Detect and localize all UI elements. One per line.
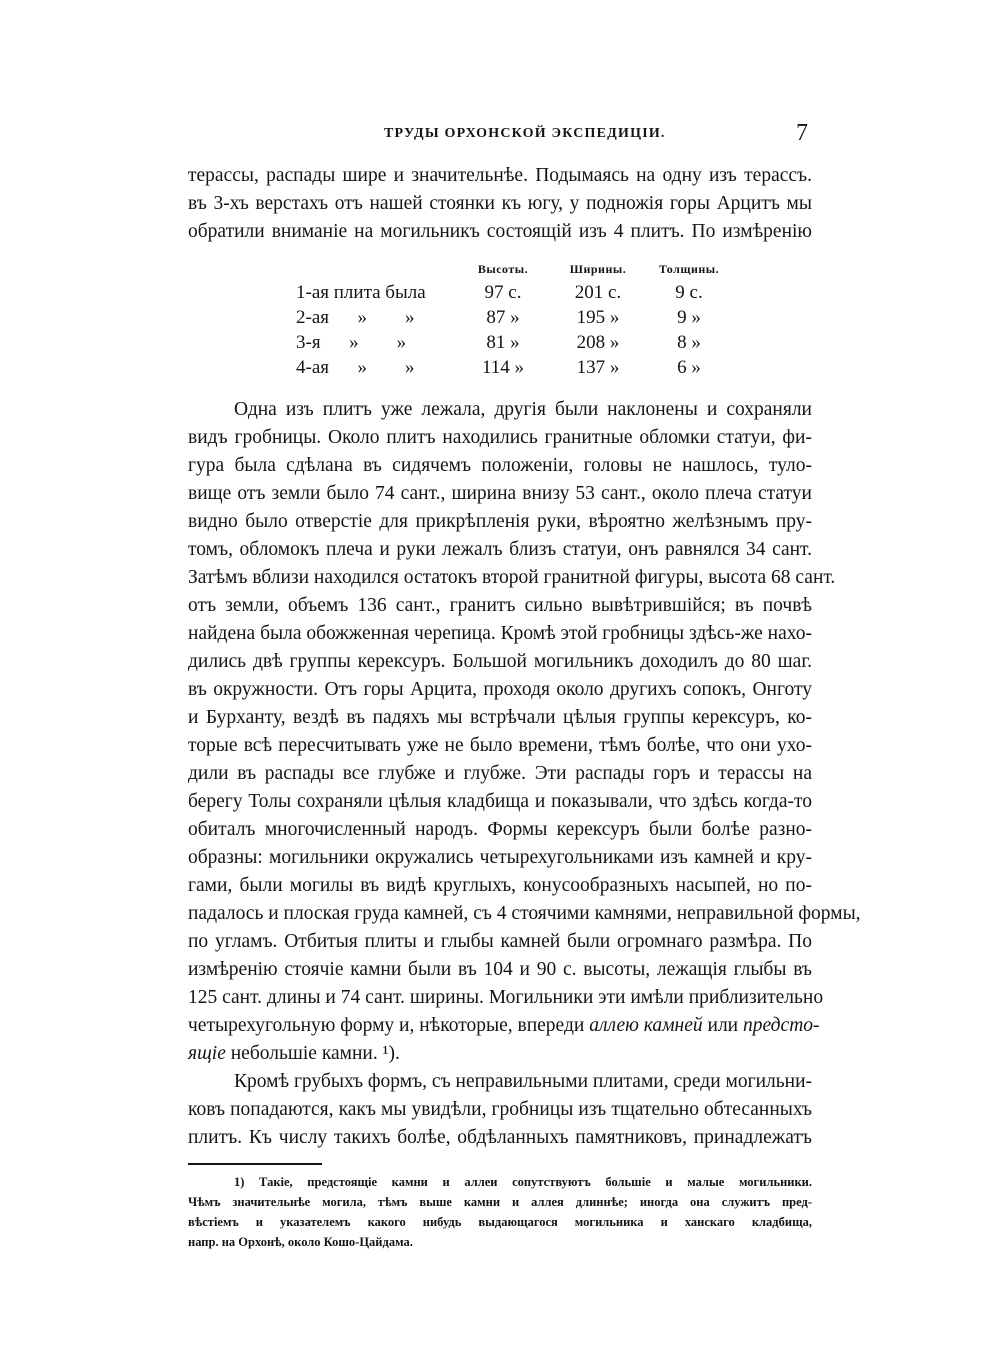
text-line: обиталъ многочисленный народъ. Формы керексуръ были болѣе разно- (188, 819, 812, 840)
table-row (296, 330, 732, 355)
table-cell: 2-ая » » (296, 306, 415, 328)
running-title: ТРУДЫ ОРХОНСКОЙ ЭКСПЕДИЦІИ. (384, 126, 666, 141)
table-cell: 208 » (576, 331, 620, 353)
text-line: ковъ попадаются, какъ мы увидѣли, гробницы изъ тщательно обтесанныхъ (188, 1099, 812, 1120)
table-cell: 1-ая плита была (296, 281, 426, 303)
footnote-line: напр. на Орхонѣ, около Кошо-Цайдама. (188, 1235, 413, 1249)
table-cell: 97 с. (484, 281, 522, 303)
text-segment: четырехугольную форму и, нѣкоторые, впереди (188, 1015, 585, 1036)
table-row (296, 305, 732, 330)
text-line: гами, были могилы въ видѣ круглыхъ, конусообразныхъ насыпей, но по- (188, 875, 812, 896)
text-line: Кромѣ грубыхъ формъ, съ неправильными плитами, среди могильни- (234, 1071, 813, 1092)
text-segment: небольшіе камни. ¹). (230, 1043, 400, 1064)
table-cell: 114 » (481, 356, 525, 378)
table-cell: 137 » (576, 356, 620, 378)
text-line: Одна изъ плитъ уже лежала, другія были наклонены и сохраняли (234, 399, 812, 420)
text-line: найдена была обожженная черепица. Кромѣ этой гробницы здѣсь-же нахо- (188, 623, 812, 644)
table-cell: 3-я » » (296, 331, 407, 353)
table-header: Высоты. (477, 261, 529, 276)
footnote-line: Чѣмъ значительнѣе могила, тѣмъ выше камни и аллея длиннѣе; иногда она служитъ пред- (188, 1195, 812, 1209)
table-cell: 81 » (486, 331, 520, 353)
table-row (296, 280, 732, 305)
text-line: Затѣмъ вблизи находился остатокъ второй гранитной фигуры, высота 68 сант. (188, 567, 836, 588)
table-cell: 87 » (486, 306, 520, 328)
text-line: дили въ распады все глубже и глубже. Эти распады горъ и терассы на (188, 763, 812, 784)
text-line: и Бурханту, вездѣ въ падяхъ мы встрѣчали цѣлыя группы керексуръ, ко- (188, 707, 812, 728)
text-line: гура была сдѣлана въ сидячемъ положеніи, головы не нашлось, туло- (188, 455, 812, 476)
italic-phrase: предсто- (743, 1015, 820, 1036)
text-line-with-italics (188, 1041, 812, 1067)
text-line: обратили вниманіе на могильникъ состоящій изъ 4 плитъ. По измѣренію (188, 221, 812, 242)
text-line: терассы, распады шире и значительнѣе. Подымаясь на одну изъ терассъ. (188, 165, 812, 186)
text-line: по угламъ. Отбитыя плиты и глыбы камней были огромнаго размѣра. По (188, 931, 812, 952)
text-segment: или (707, 1015, 739, 1036)
text-line: падалось и плоская груда камней, съ 4 стоячими камнями, неправильной формы, (188, 903, 861, 924)
text-line: образны: могильники окружались четырехугольниками изъ камней и кру- (188, 847, 812, 868)
text-line: видъ гробницы. Около плитъ находились гранитные обломки статуи, фи- (188, 427, 812, 448)
measurement-table (296, 258, 732, 380)
running-head (0, 122, 1000, 152)
text-line: вище отъ земли было 74 сант., ширина внизу 53 сант., около плеча статуи (188, 483, 812, 504)
text-line: измѣренію стоячіе камни были въ 104 и 90 с. высоты, лежащія глыбы въ (188, 959, 812, 980)
table-cell: 6 » (677, 356, 701, 378)
text-line: томъ, обломокъ плеча и руки лежалъ близъ статуи, онъ равнялся 34 сант. (188, 539, 812, 560)
table-cell: 195 » (576, 306, 620, 328)
table-cell: 9 » (677, 306, 701, 328)
table-cell: 9 с. (675, 281, 703, 303)
table-cell: 201 с. (574, 281, 622, 303)
italic-phrase: ящіе (188, 1043, 226, 1064)
table-header (296, 258, 456, 280)
table-cell: 8 » (677, 331, 701, 353)
table-header: Ширины. (569, 261, 627, 276)
footnote-line: вѣстіемъ и указателемъ какого нибудь выдающагося могильника и ханскаго кладбища, (188, 1215, 812, 1229)
table-row (296, 355, 732, 380)
footnote-line: 1) Такіе, предстоящіе камни и аллеи сопутствуютъ большіе и малые могильники. (234, 1175, 812, 1189)
text-line: дились двѣ группы керексуръ. Большой могильникъ доходилъ до 80 шаг. (188, 651, 812, 672)
text-line: видно было отверстіе для прикрѣпленія руки, вѣроятно желѣзнымъ пру- (188, 511, 812, 532)
text-line: отъ земли, объемъ 136 сант., гранитъ сильно вывѣтрившійся; въ почвѣ (188, 595, 812, 616)
text-line: въ окружности. Отъ горы Арцита, проходя около другихъ сопокъ, Онготу (188, 679, 812, 700)
text-line: торые всѣ пересчитывать уже не было времени, тѣмъ болѣе, что они ухо- (188, 735, 812, 756)
table-cell: 4-ая » » (296, 356, 415, 378)
text-line: берегу Толы сохраняли цѣлыя кладбища и показывали, что здѣсь когда-то (188, 791, 812, 812)
text-line: въ 3-хъ верстахъ отъ нашей стоянки къ югу, у подножія горы Арцитъ мы (188, 193, 812, 214)
footnote-rule (188, 1163, 322, 1165)
table-header: Толщины. (658, 261, 720, 276)
text-line: плитъ. Къ числу такихъ болѣе, обдѣланныхъ памятниковъ, принадлежатъ (188, 1127, 812, 1148)
page-number: 7 (796, 120, 808, 146)
text-line-with-italics (188, 1013, 820, 1039)
text-line: 125 сант. длины и 74 сант. ширины. Могильники эти имѣли приблизительно (188, 987, 824, 1008)
italic-phrase: аллею камней (589, 1015, 703, 1036)
table-header-row (296, 258, 732, 280)
